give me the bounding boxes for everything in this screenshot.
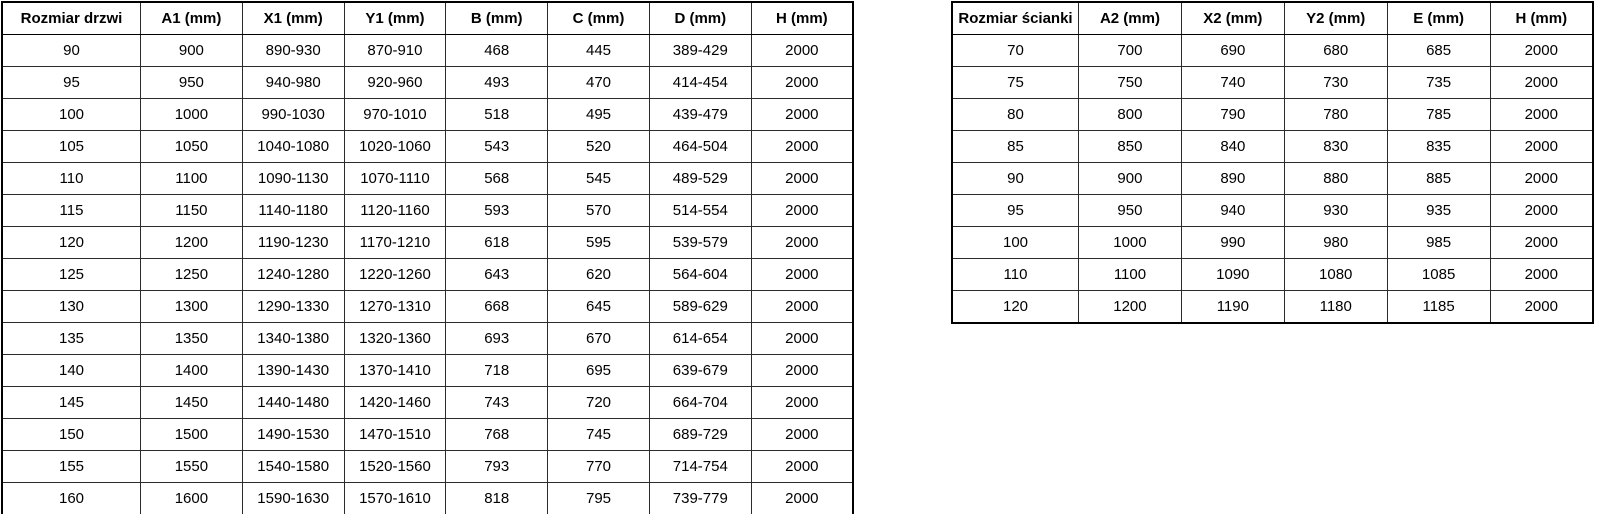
door-table-header: [2, 2, 853, 35]
table-cell: 643: [446, 259, 548, 291]
column-header: X1 (mm): [242, 2, 344, 35]
table-cell: 90: [952, 163, 1079, 195]
table-cell: 2000: [1490, 291, 1593, 324]
table-row: [952, 131, 1593, 163]
table-cell: 1590-1630: [242, 483, 344, 514]
table-cell: 125: [2, 259, 141, 291]
table-row: [2, 195, 853, 227]
table-cell: 105: [2, 131, 141, 163]
table-cell: 2000: [751, 419, 853, 451]
column-header: A1 (mm): [141, 2, 243, 35]
table-cell: 870-910: [344, 35, 446, 67]
table-row: [2, 227, 853, 259]
table-cell: 770: [548, 451, 650, 483]
table-cell: 1000: [141, 99, 243, 131]
table-row: [952, 99, 1593, 131]
table-cell: 730: [1284, 67, 1387, 99]
table-cell: 1190: [1181, 291, 1284, 324]
table-cell: 70: [952, 35, 1079, 67]
table-cell: 140: [2, 355, 141, 387]
table-cell: 930: [1284, 195, 1387, 227]
table-cell: 1070-1110: [344, 163, 446, 195]
table-row: [2, 483, 853, 514]
table-row: [2, 291, 853, 323]
table-cell: 2000: [751, 387, 853, 419]
table-cell: 780: [1284, 99, 1387, 131]
table-cell: 970-1010: [344, 99, 446, 131]
table-cell: 514-554: [649, 195, 751, 227]
table-cell: 2000: [1490, 259, 1593, 291]
table-cell: 2000: [751, 355, 853, 387]
table-cell: 2000: [751, 163, 853, 195]
table-cell: 850: [1079, 131, 1182, 163]
table-cell: 940: [1181, 195, 1284, 227]
column-header: Y2 (mm): [1284, 2, 1387, 35]
table-cell: 690: [1181, 35, 1284, 67]
table-cell: 470: [548, 67, 650, 99]
table-cell: 950: [1079, 195, 1182, 227]
table-row: [2, 387, 853, 419]
table-cell: 520: [548, 131, 650, 163]
table-cell: 990: [1181, 227, 1284, 259]
table-cell: 95: [952, 195, 1079, 227]
column-header: Y1 (mm): [344, 2, 446, 35]
table-cell: 1120-1160: [344, 195, 446, 227]
table-row: [952, 35, 1593, 67]
column-header: C (mm): [548, 2, 650, 35]
table-cell: 564-604: [649, 259, 751, 291]
table-cell: 718: [446, 355, 548, 387]
table-cell: 85: [952, 131, 1079, 163]
table-cell: 664-704: [649, 387, 751, 419]
table-cell: 1400: [141, 355, 243, 387]
table-cell: 2000: [1490, 67, 1593, 99]
table-row: [2, 67, 853, 99]
column-header: H (mm): [1490, 2, 1593, 35]
table-cell: 539-579: [649, 227, 751, 259]
table-cell: 2000: [751, 451, 853, 483]
table-cell: 2000: [751, 323, 853, 355]
table-cell: 1520-1560: [344, 451, 446, 483]
table-cell: 880: [1284, 163, 1387, 195]
table-cell: 568: [446, 163, 548, 195]
table-cell: 1290-1330: [242, 291, 344, 323]
table-cell: 700: [1079, 35, 1182, 67]
table-cell: 714-754: [649, 451, 751, 483]
header-row: [2, 2, 853, 35]
table-cell: 120: [952, 291, 1079, 324]
table-cell: 689-729: [649, 419, 751, 451]
table-row: [2, 419, 853, 451]
table-cell: 1200: [141, 227, 243, 259]
table-cell: 518: [446, 99, 548, 131]
table-cell: 735: [1387, 67, 1490, 99]
table-cell: 645: [548, 291, 650, 323]
wall-table-body: [952, 35, 1593, 324]
table-cell: 739-779: [649, 483, 751, 514]
table-cell: 589-629: [649, 291, 751, 323]
table-cell: 2000: [751, 483, 853, 514]
table-cell: 1420-1460: [344, 387, 446, 419]
table-cell: 985: [1387, 227, 1490, 259]
table-cell: 668: [446, 291, 548, 323]
table-cell: 900: [141, 35, 243, 67]
table-cell: 1090-1130: [242, 163, 344, 195]
header-row: [952, 2, 1593, 35]
table-cell: 720: [548, 387, 650, 419]
column-header: X2 (mm): [1181, 2, 1284, 35]
table-row: [2, 35, 853, 67]
table-cell: 110: [2, 163, 141, 195]
table-cell: 1180: [1284, 291, 1387, 324]
table-cell: 1020-1060: [344, 131, 446, 163]
table-cell: 785: [1387, 99, 1490, 131]
table-cell: 940-980: [242, 67, 344, 99]
table-cell: 1340-1380: [242, 323, 344, 355]
table-cell: 2000: [751, 195, 853, 227]
table-cell: 1300: [141, 291, 243, 323]
table-cell: 1370-1410: [344, 355, 446, 387]
table-cell: 1240-1280: [242, 259, 344, 291]
table-cell: 1185: [1387, 291, 1490, 324]
table-cell: 389-429: [649, 35, 751, 67]
door-size-table: [1, 1, 854, 514]
column-header: B (mm): [446, 2, 548, 35]
column-header: Rozmiar ścianki: [952, 2, 1079, 35]
table-cell: 595: [548, 227, 650, 259]
table-cell: 695: [548, 355, 650, 387]
table-cell: 790: [1181, 99, 1284, 131]
table-cell: 2000: [751, 99, 853, 131]
table-cell: 1100: [141, 163, 243, 195]
table-row: [2, 355, 853, 387]
wall-size-table: [951, 1, 1594, 324]
table-cell: 75: [952, 67, 1079, 99]
table-cell: 1250: [141, 259, 243, 291]
column-header: D (mm): [649, 2, 751, 35]
table-cell: 1500: [141, 419, 243, 451]
table-cell: 150: [2, 419, 141, 451]
table-cell: 818: [446, 483, 548, 514]
table-cell: 1600: [141, 483, 243, 514]
door-table-body: [2, 35, 853, 514]
table-cell: 618: [446, 227, 548, 259]
table-cell: 2000: [751, 259, 853, 291]
table-cell: 120: [2, 227, 141, 259]
table-cell: 1090: [1181, 259, 1284, 291]
table-cell: 900: [1079, 163, 1182, 195]
table-cell: 1570-1610: [344, 483, 446, 514]
table-row: [952, 259, 1593, 291]
table-cell: 130: [2, 291, 141, 323]
column-header: A2 (mm): [1079, 2, 1182, 35]
table-cell: 1080: [1284, 259, 1387, 291]
table-row: [2, 163, 853, 195]
table-cell: 493: [446, 67, 548, 99]
table-cell: 693: [446, 323, 548, 355]
table-cell: 545: [548, 163, 650, 195]
table-row: [2, 451, 853, 483]
wall-table-header: [952, 2, 1593, 35]
table-cell: 740: [1181, 67, 1284, 99]
table-cell: 2000: [1490, 227, 1593, 259]
table-cell: 115: [2, 195, 141, 227]
table-cell: 1100: [1079, 259, 1182, 291]
table-row: [2, 323, 853, 355]
table-cell: 155: [2, 451, 141, 483]
table-cell: 1220-1260: [344, 259, 446, 291]
table-cell: 100: [2, 99, 141, 131]
table-cell: 110: [952, 259, 1079, 291]
table-cell: 95: [2, 67, 141, 99]
table-cell: 1140-1180: [242, 195, 344, 227]
table-cell: 1050: [141, 131, 243, 163]
table-cell: 464-504: [649, 131, 751, 163]
table-cell: 1470-1510: [344, 419, 446, 451]
table-cell: 145: [2, 387, 141, 419]
table-cell: 1000: [1079, 227, 1182, 259]
table-cell: 489-529: [649, 163, 751, 195]
table-cell: 680: [1284, 35, 1387, 67]
table-cell: 1085: [1387, 259, 1490, 291]
table-cell: 840: [1181, 131, 1284, 163]
table-cell: 830: [1284, 131, 1387, 163]
table-cell: 1540-1580: [242, 451, 344, 483]
table-cell: 835: [1387, 131, 1490, 163]
table-cell: 920-960: [344, 67, 446, 99]
table-cell: 445: [548, 35, 650, 67]
table-cell: 793: [446, 451, 548, 483]
table-cell: 795: [548, 483, 650, 514]
table-cell: 2000: [751, 131, 853, 163]
table-cell: 2000: [751, 67, 853, 99]
table-cell: 2000: [1490, 131, 1593, 163]
table-cell: 1170-1210: [344, 227, 446, 259]
table-row: [952, 67, 1593, 99]
table-cell: 800: [1079, 99, 1182, 131]
column-header: Rozmiar drzwi: [2, 2, 141, 35]
column-header: E (mm): [1387, 2, 1490, 35]
table-cell: 1200: [1079, 291, 1182, 324]
table-cell: 160: [2, 483, 141, 514]
table-cell: 950: [141, 67, 243, 99]
table-cell: 570: [548, 195, 650, 227]
table-cell: 80: [952, 99, 1079, 131]
table-cell: 670: [548, 323, 650, 355]
table-row: [2, 259, 853, 291]
table-cell: 620: [548, 259, 650, 291]
table-cell: 935: [1387, 195, 1490, 227]
table-cell: 2000: [751, 227, 853, 259]
table-row: [952, 291, 1593, 324]
table-cell: 980: [1284, 227, 1387, 259]
table-cell: 685: [1387, 35, 1490, 67]
table-cell: 890: [1181, 163, 1284, 195]
table-cell: 1270-1310: [344, 291, 446, 323]
table-cell: 1450: [141, 387, 243, 419]
table-cell: 2000: [1490, 163, 1593, 195]
table-cell: 639-679: [649, 355, 751, 387]
table-cell: 885: [1387, 163, 1490, 195]
table-cell: 1440-1480: [242, 387, 344, 419]
table-cell: 90: [2, 35, 141, 67]
table-cell: 745: [548, 419, 650, 451]
table-cell: 1320-1360: [344, 323, 446, 355]
table-cell: 2000: [1490, 195, 1593, 227]
table-cell: 593: [446, 195, 548, 227]
table-row: [2, 131, 853, 163]
table-cell: 2000: [1490, 35, 1593, 67]
table-cell: 990-1030: [242, 99, 344, 131]
table-cell: 750: [1079, 67, 1182, 99]
table-cell: 1040-1080: [242, 131, 344, 163]
table-cell: 543: [446, 131, 548, 163]
table-row: [952, 163, 1593, 195]
table-cell: 890-930: [242, 35, 344, 67]
table-cell: 495: [548, 99, 650, 131]
table-row: [952, 195, 1593, 227]
table-cell: 100: [952, 227, 1079, 259]
table-cell: 1350: [141, 323, 243, 355]
column-header: H (mm): [751, 2, 853, 35]
table-row: [2, 99, 853, 131]
table-cell: 414-454: [649, 67, 751, 99]
table-cell: 468: [446, 35, 548, 67]
table-cell: 2000: [751, 35, 853, 67]
table-cell: 1490-1530: [242, 419, 344, 451]
table-cell: 614-654: [649, 323, 751, 355]
table-cell: 768: [446, 419, 548, 451]
table-cell: 2000: [751, 291, 853, 323]
table-cell: 2000: [1490, 99, 1593, 131]
table-cell: 743: [446, 387, 548, 419]
table-cell: 1390-1430: [242, 355, 344, 387]
table-cell: 1190-1230: [242, 227, 344, 259]
table-cell: 1550: [141, 451, 243, 483]
table-cell: 1150: [141, 195, 243, 227]
table-cell: 439-479: [649, 99, 751, 131]
table-cell: 135: [2, 323, 141, 355]
table-row: [952, 227, 1593, 259]
